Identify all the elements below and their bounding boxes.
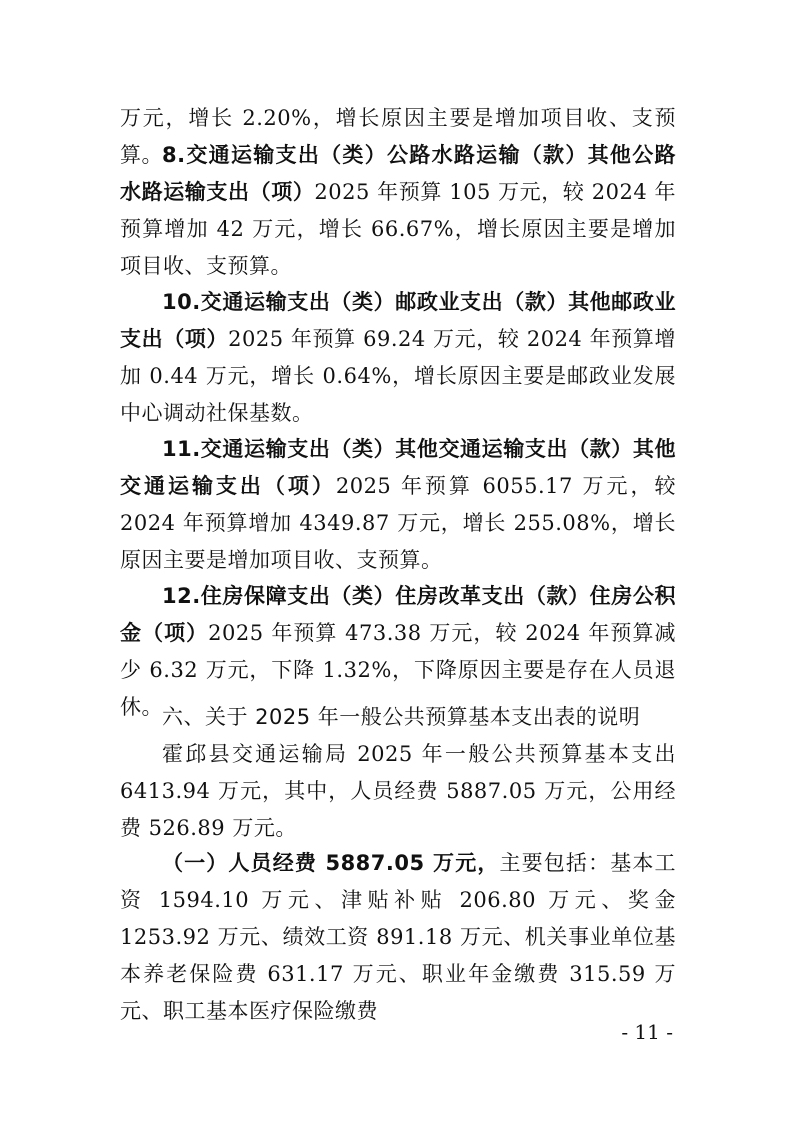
item-title: 10.交通运输支出（类）邮政业支出（款）其他邮政业支出（项） — [120, 290, 676, 351]
paragraph-item-11 — [120, 431, 676, 579]
item-body: 主要包括：基本工资 1594.10 万元、津贴补贴 206.80 万元、奖金 1253.92 万元、绩效工资 891.18 万元、机关事业单位基本养老保险费 631.17 万元、职业年金缴费 315.59 万元、职工基本医疗保险缴费 — [120, 851, 677, 1023]
item-body: 2025 年预算 69.24 万元，较 2024 年预算增加 0.44 万元，增长 0.64%，增长原因主要是邮政业发展中心调动社保基数。 — [120, 327, 676, 425]
paragraph-text: 霍邱县交通运输局 2025 年一般公共预算基本支出 6413.94 万元，其中，人员经费 5887.05 万元，公用经费 526.89 万元。 — [120, 742, 676, 840]
item-title: 12.住房保障支出（类）住房改革支出（款）住房公积金（项） — [120, 584, 676, 645]
paragraph-item-10 — [120, 284, 676, 432]
paragraph-item-8 — [120, 137, 676, 285]
paragraph-text: 万元，增长 2.20%，增长原因主要是增加项目收、支预算。 — [120, 106, 676, 167]
item-body: 2025 年预算 105 万元，较 2024 年预算增加 42 万元，增长 66.67%，增长原因主要是增加项目收、支预算。 — [120, 180, 676, 278]
item-title: 11.交通运输支出（类）其他交通运输支出（款）其他交通运输支出（项） — [120, 437, 676, 498]
page-number: - 11 - — [621, 1020, 673, 1044]
item-body: 2025 年预算 473.38 万元，较 2024 年预算减少 6.32 万元，下降 1.32%，下降原因主要是存在人员退休。 — [120, 621, 677, 719]
paragraph-summary — [120, 736, 676, 847]
heading-text: 六、关于 2025 年一般公共预算基本支出表的说明 — [162, 705, 641, 729]
section-heading — [120, 699, 676, 736]
item-body: 2025 年预算 6055.17 万元，较 2024 年预算增加 4349.87 万元，增长 255.08%，增长原因主要是增加项目收、支预算。 — [120, 474, 676, 572]
item-title: 8.交通运输支出（类）公路水路运输（款）其他公路水路运输支出（项） — [120, 143, 676, 204]
item-title: （一）人员经费 5887.05 万元， — [162, 851, 500, 875]
paragraph-personnel — [120, 845, 676, 1030]
